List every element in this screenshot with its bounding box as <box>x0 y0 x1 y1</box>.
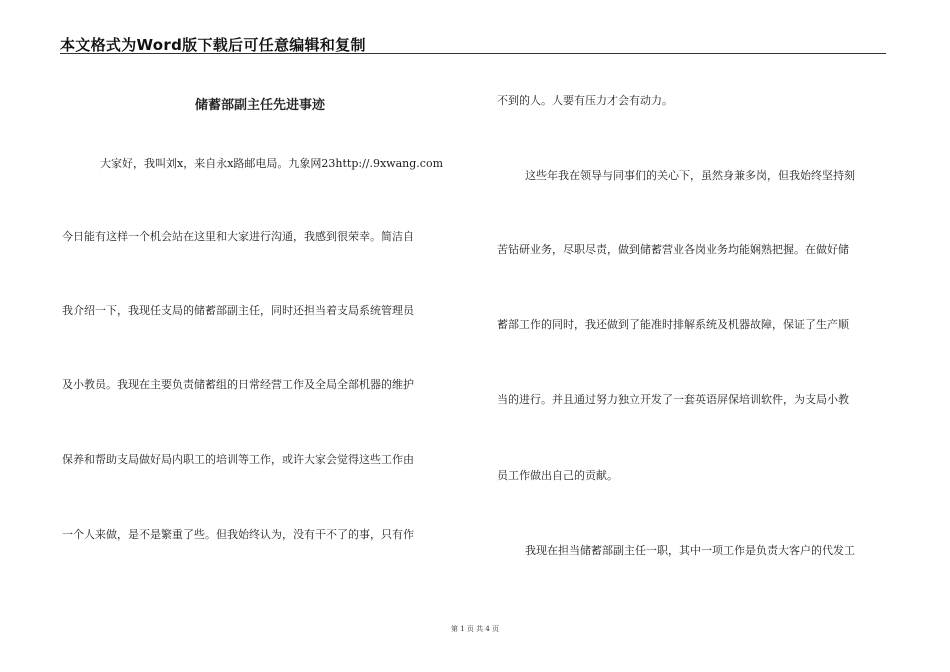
text-line: 苦钻研业务，尽职尽责，做到储蓄营业各岗业务均能娴熟把握。在做好储 <box>497 243 849 256</box>
text-line: 及小教员。我现在主要负责储蓄组的日常经营工作及全局全部机器的维护 <box>62 378 414 391</box>
text-line: 不到的人。人要有压力才会有动力。 <box>497 94 673 107</box>
text-line: 我介绍一下，我现任支局的储蓄部副主任，同时还担当着支局系统管理员 <box>62 304 414 317</box>
page-header-text: 本文格式为Word版下载后可任意编辑和复制 <box>60 36 366 54</box>
text-line: 这些年我在领导与同事们的关心下，虽然身兼多岗，但我始终坚持刻 <box>525 169 855 182</box>
text-line: 今日能有这样一个机会站在这里和大家进行沟通，我感到很荣幸。简洁自 <box>62 230 414 243</box>
text-line: 我现在担当储蓄部副主任一职，其中一项工作是负责大客户的代发工 <box>525 544 855 557</box>
text-line: 一个人来做，是不是繁重了些。但我始终认为，没有干不了的事，只有作 <box>62 528 414 541</box>
page-footer: 第 1 页 共 4 页 <box>450 625 500 633</box>
header-divider <box>60 53 886 54</box>
text-line: 当的进行。并且通过努力独立开发了一套英语屏保培训软件，为支局小教 <box>497 393 849 406</box>
text-line: 保养和帮助支局做好局内职工的培训等工作，或许大家会觉得这些工作由 <box>62 453 414 466</box>
text-line: 蓄部工作的同时，我还做到了能准时排解系统及机器故障，保证了生产顺 <box>497 318 849 331</box>
document-title: 储蓄部副主任先进事迹 <box>194 98 325 113</box>
text-line: 大家好，我叫刘x，来自永x路邮电局。九象网23http://.9xwang.com <box>100 157 443 170</box>
text-line: 员工作做出自己的贡献。 <box>497 469 618 482</box>
